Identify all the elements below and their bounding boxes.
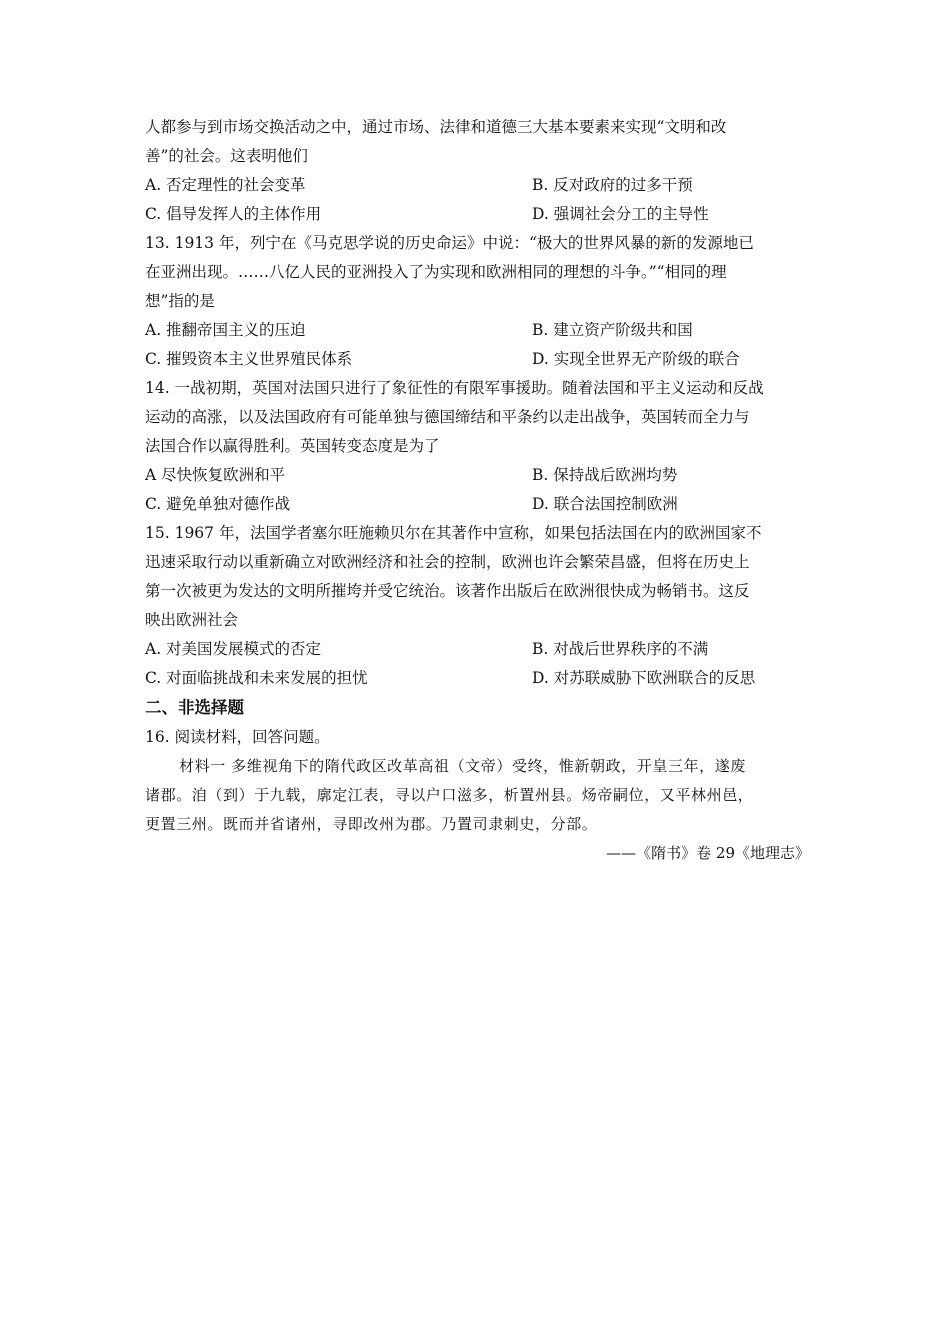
section-heading-non-choice: 二、非选择题 xyxy=(145,698,244,717)
question-13 xyxy=(145,229,810,374)
question-15-stem-line-4: 映出欧洲社会 xyxy=(145,611,239,629)
question-14-option-d: D. 联合法国控制欧洲 xyxy=(532,495,678,513)
question-12-option-d: D. 强调社会分工的主导性 xyxy=(532,205,709,223)
question-14 xyxy=(145,374,810,519)
question-13-option-b: B. 建立资产阶级共和国 xyxy=(532,321,693,339)
question-12-option-b: B. 反对政府的过多干预 xyxy=(532,176,693,194)
question-13-stem-line-2: 在亚洲出现。……八亿人民的亚洲投入了为实现和欧洲相同的理想的斗争。”“相同的理 xyxy=(145,263,727,281)
question-15-option-d: D. 对苏联威胁下欧洲联合的反思 xyxy=(532,669,756,687)
question-14-option-b: B. 保持战后欧洲均势 xyxy=(532,466,678,484)
question-12-stem-line-2: 善”的社会。这表明他们 xyxy=(145,147,308,165)
question-15-stem-line-3: 第一次被更为发达的文明所摧垮并受它统治。该著作出版后在欧洲很快成为畅销书。这反 xyxy=(145,582,750,600)
question-13-stem-line-1: 13. 1913 年，列宁在《马克思学说的历史命运》中说：“极大的世界风暴的新的发源地已 xyxy=(145,234,754,252)
question-15 xyxy=(145,519,810,693)
material-line-1: 材料一 多维视角下的隋代政区改革高祖（文帝）受终，惟新朝政，开皇三年，遂废 xyxy=(179,757,746,775)
material-line-2: 诸郡。洎（到）于九载，廓定江表，寻以户口滋多，析置州县。炀帝嗣位，又平林州邑， xyxy=(145,786,754,804)
document-page xyxy=(145,113,810,868)
question-14-stem-line-3: 法国合作以赢得胜利。英国转变态度是为了 xyxy=(145,437,440,455)
question-16-stem: 16. 阅读材料，回答问题。 xyxy=(145,728,330,746)
material-line-3: 更置三州。既而并省诸州，寻即改州为郡。乃置司隶刺史，分部。 xyxy=(145,815,598,833)
question-12-option-a: A. 否定理性的社会变革 xyxy=(145,176,306,194)
question-15-option-a: A. 对美国发展模式的否定 xyxy=(145,640,322,658)
question-13-option-d: D. 实现全世界无产阶级的联合 xyxy=(532,350,740,368)
question-13-option-c: C. 摧毁资本主义世界殖民体系 xyxy=(145,350,353,368)
question-12 xyxy=(145,113,810,229)
question-14-option-c: C. 避免单独对德作战 xyxy=(145,495,291,513)
material-source: ——《隋书》卷 29《地理志》 xyxy=(606,844,810,862)
question-14-stem-line-2: 运动的高涨，以及法国政府有可能单独与德国缔结和平条约以走出战争，英国转而全力与 xyxy=(145,408,750,426)
question-15-stem-line-1: 15. 1967 年，法国学者塞尔旺施赖贝尔在其著作中宣称，如果包括法国在内的欧洲国家不 xyxy=(145,524,762,542)
question-15-stem-line-2: 迅速采取行动以重新确立对欧洲经济和社会的控制，欧洲也许会繁荣昌盛，但将在历史上 xyxy=(145,553,750,571)
question-15-option-b: B. 对战后世界秩序的不满 xyxy=(532,640,709,658)
question-14-option-a: A 尽快恢复欧洲和平 xyxy=(145,466,286,484)
question-13-stem-line-3: 想”指的是 xyxy=(145,292,215,310)
question-14-stem-line-1: 14. 一战初期，英国对法国只进行了象征性的有限军事援助。随着法国和平主义运动和反战 xyxy=(145,379,764,397)
question-12-option-c: C. 倡导发挥人的主体作用 xyxy=(145,205,322,223)
question-13-option-a: A. 推翻帝国主义的压迫 xyxy=(145,321,306,339)
question-12-stem-line-1: 人都参与到市场交换活动之中，通过市场、法律和道德三大基本要素来实现“文明和改 xyxy=(145,118,727,136)
question-15-option-c: C. 对面临挑战和未来发展的担忧 xyxy=(145,669,368,687)
question-16 xyxy=(145,723,810,868)
